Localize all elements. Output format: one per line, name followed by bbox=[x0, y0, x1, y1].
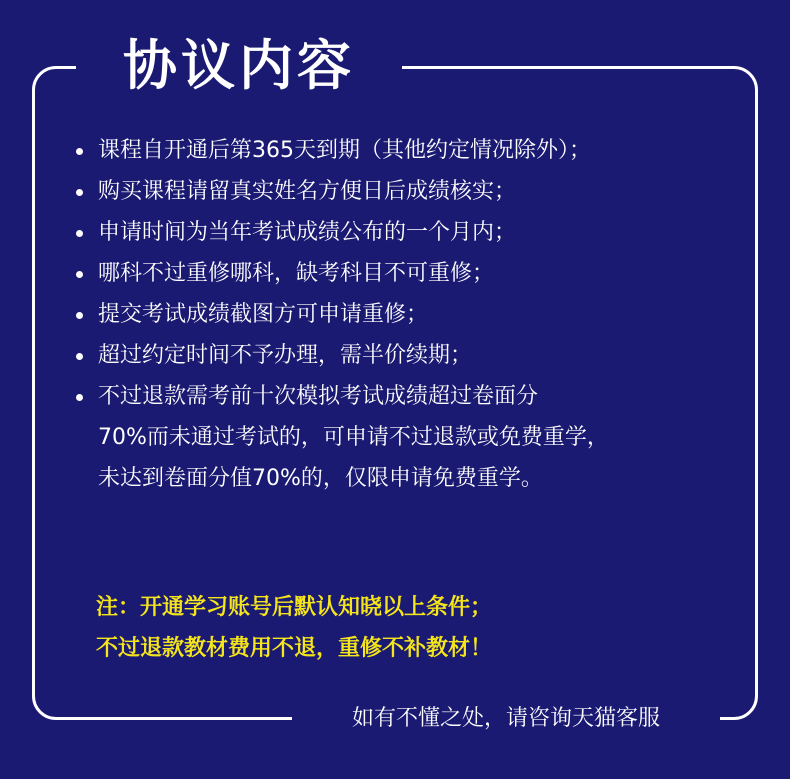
item-text: 购买课程请留真实姓名方便日后成绩核实； bbox=[98, 179, 517, 204]
item-text: 课程自开通后第365天到期（其他约定情况除外）； bbox=[98, 138, 591, 163]
bullet-icon bbox=[76, 312, 83, 319]
footer-text: 如有不懂之处，请咨询天猫客服 bbox=[351, 706, 660, 731]
item-text: 哪科不过重修哪科，缺考科目不可重修； bbox=[98, 261, 495, 286]
terms-list bbox=[72, 130, 742, 499]
list-item bbox=[72, 212, 742, 253]
item-text: 不过退款需考前十次模拟考试成绩超过卷面分 bbox=[98, 384, 539, 409]
item-text: 提交考试成绩截图方可申请重修； bbox=[98, 302, 429, 327]
item-text: 超过约定时间不予办理，需半价续期； bbox=[98, 343, 473, 368]
bullet-icon bbox=[76, 394, 83, 401]
list-item bbox=[72, 253, 742, 294]
item-text: 申请时间为当年考试成绩公布的一个月内； bbox=[98, 220, 517, 245]
item-text: 70%而未通过考试的，可申请不过退款或免费重学， bbox=[98, 425, 609, 450]
bullet-icon bbox=[76, 189, 83, 196]
note-line: 不过退款教材费用不退，重修不补教材！ bbox=[96, 636, 493, 661]
list-item bbox=[72, 171, 742, 212]
bullet-icon bbox=[76, 148, 83, 155]
list-item bbox=[72, 294, 742, 335]
bullet-icon bbox=[76, 271, 83, 278]
note-line: 注：开通学习账号后默认知晓以上条件； bbox=[96, 595, 493, 620]
page-title: 协议内容 bbox=[123, 34, 355, 97]
notes-block bbox=[96, 587, 736, 669]
list-item bbox=[72, 130, 742, 171]
list-item bbox=[72, 376, 742, 499]
list-item bbox=[72, 335, 742, 376]
bullet-icon bbox=[76, 230, 83, 237]
bullet-icon bbox=[76, 353, 83, 360]
item-text: 未达到卷面分值70%的，仅限申请免费重学。 bbox=[98, 466, 543, 491]
